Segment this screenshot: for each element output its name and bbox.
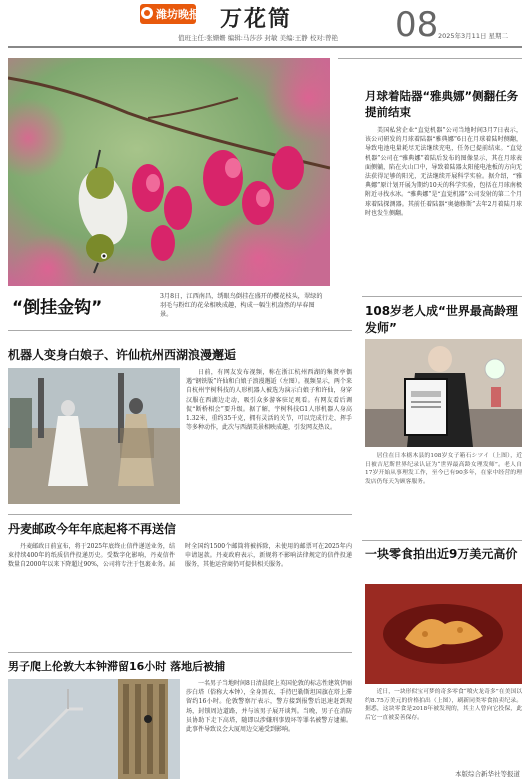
- divider: [362, 540, 522, 541]
- staff-credits: 值班主任:张姗姗 编辑:马莎莎 封敏 美编:王静 校对:曾艳: [178, 34, 339, 42]
- main-photo-headline: “倒挂金钩”: [12, 298, 103, 318]
- snack-headline: 一块零食拍出近9万美元高价: [365, 547, 518, 561]
- barber-caption: 居住在日本栃木县的108岁女子箱石シツイ（上图），近日被吉尼斯世界纪录认证为“世界最高龄女理发师”。老人自17岁开始从事理发工作，至今已有90多年，在家中经营的理发店仍每天为顾客服务。: [365, 453, 522, 485]
- snack-caption: 近日，一块形似宝可梦的奇多零食“喷火龙奇多”在美国以约8.75万美元的价格拍出（上图），刷新同类零食拍卖纪录。据悉，这块零食是2018年被发现的，其主人曾向它投保，此后它一直被妥善保存。: [365, 689, 522, 721]
- bird-blossom-photo: [8, 58, 330, 286]
- logo-text: 潍坊晚报: [156, 8, 200, 21]
- denmark-headline: 丹麦邮政今年年底起将不再送信: [8, 522, 177, 536]
- robot-photo: [8, 368, 180, 504]
- divider: [362, 296, 522, 297]
- moon-article-body: 美国私营企业“直觉机器”公司当地时间3月7日表示，该公司研发的月球着陆器“雅典娜”6日在月球着陆时侧翻，导致电池电量耗尽无法继续充电，任务已提前结束。“直觉机器”公司在“雅典娜”着陆后发布的图像显示，其在月球表面侧躺，陷在火山口中，导致着陆器太阳能电池板的方向无法获得足够的阳光，无法继续开展科学实验。据介绍，“雅典娜”原计划开展为期约10天的科学实验，包括在月球南极附近寻找水冰。“雅典娜”是“直觉机器”公司发射的第二个月球着陆探测器。其前任着陆器“奥德修斯”去年2月着陆月球时也发生侧翻。: [365, 127, 522, 217]
- snack-photo: [365, 584, 522, 684]
- column-title: 万花筒: [220, 6, 293, 32]
- barber-headline: 108岁老人成“世界最高龄理发师”: [365, 304, 518, 335]
- divider: [8, 514, 352, 515]
- moon-headline: 月球着陆器“雅典娜”侧翻任务提前结束: [365, 89, 519, 119]
- divider: [8, 652, 352, 653]
- big-ben-photo: [8, 679, 180, 779]
- page-number: 08: [395, 5, 439, 45]
- page-header: [0, 0, 530, 50]
- robot-headline: 机器人变身白娘子、许仙杭州西湖浪漫邂逅: [8, 348, 237, 362]
- header-rule: [8, 46, 522, 48]
- main-photo-caption: 3月8日，江西南昌，绣眼鸟倒挂在盛开的樱花枝头，翠绿的羽毛与粉红的花朵相映成趣，构成一幅生机盎然的早春图景。: [160, 293, 323, 318]
- logo-icon: [141, 7, 153, 19]
- barber-photo: [365, 339, 522, 447]
- page-footer: 本版综合新华社等报道: [455, 770, 520, 778]
- divider: [8, 330, 352, 331]
- issue-date: 2025年3月11日 星期二: [438, 32, 509, 40]
- climber-headline: 男子爬上伦敦大本钟滞留16小时 落地后被捕: [8, 660, 226, 673]
- divider: [338, 58, 522, 59]
- robot-article-body: 日前，有网友发布视频，称在浙江杭州西湖的集贤亭偶遇“钢铁版”许仙和白娘子浪漫邂逅（左图）。视频显示，两个来自杭州宇树科技的人形机器人被选为演示白娘子和许仙，身穿汉服在西湖边走动，吸引众多游客驻足观看。有网友看后调侃“断桥相会”要升级。据了解，宇树科技G1人形机器人身高1.32米，重约35千克，拥有灵活的关节，可以完成行走、挥手等多种动作，此次与西湖美景相映成趣，引发网友热议。: [186, 369, 352, 432]
- denmark-article-body: 丹麦邮政日前宣布，将于2025年底终止信件递送业务，结束持续400年的纸质信件投递历史。受数字化影响，丹麦信件数量自2000年以来下降超过90%，公司将专注于包裹业务。届时全国约1500个邮筒将被拆除，未使用的邮票可在2025年内申请退款。丹麦政府表示，新规将不影响法律规定的信件投递服务，其他运营商仍可提供相关服务。: [8, 543, 352, 569]
- climber-article-body: 一名男子当地时间8日清晨爬上英国伦敦的标志性建筑伊丽莎白塔（俗称大本钟），全身黑衣、手持巴勒斯坦国旗在塔上滞留约16小时。伦敦警察厅表示，警方接到报警后迅速赶到现场，封锁周边道路，并与该男子展开谈判。当晚，男子在消防员协助下走下高塔，随即以涉嫌刑事毁坏等罪名被警方逮捕。此事件导致议会大厦周边交通受到影响。: [186, 680, 352, 734]
